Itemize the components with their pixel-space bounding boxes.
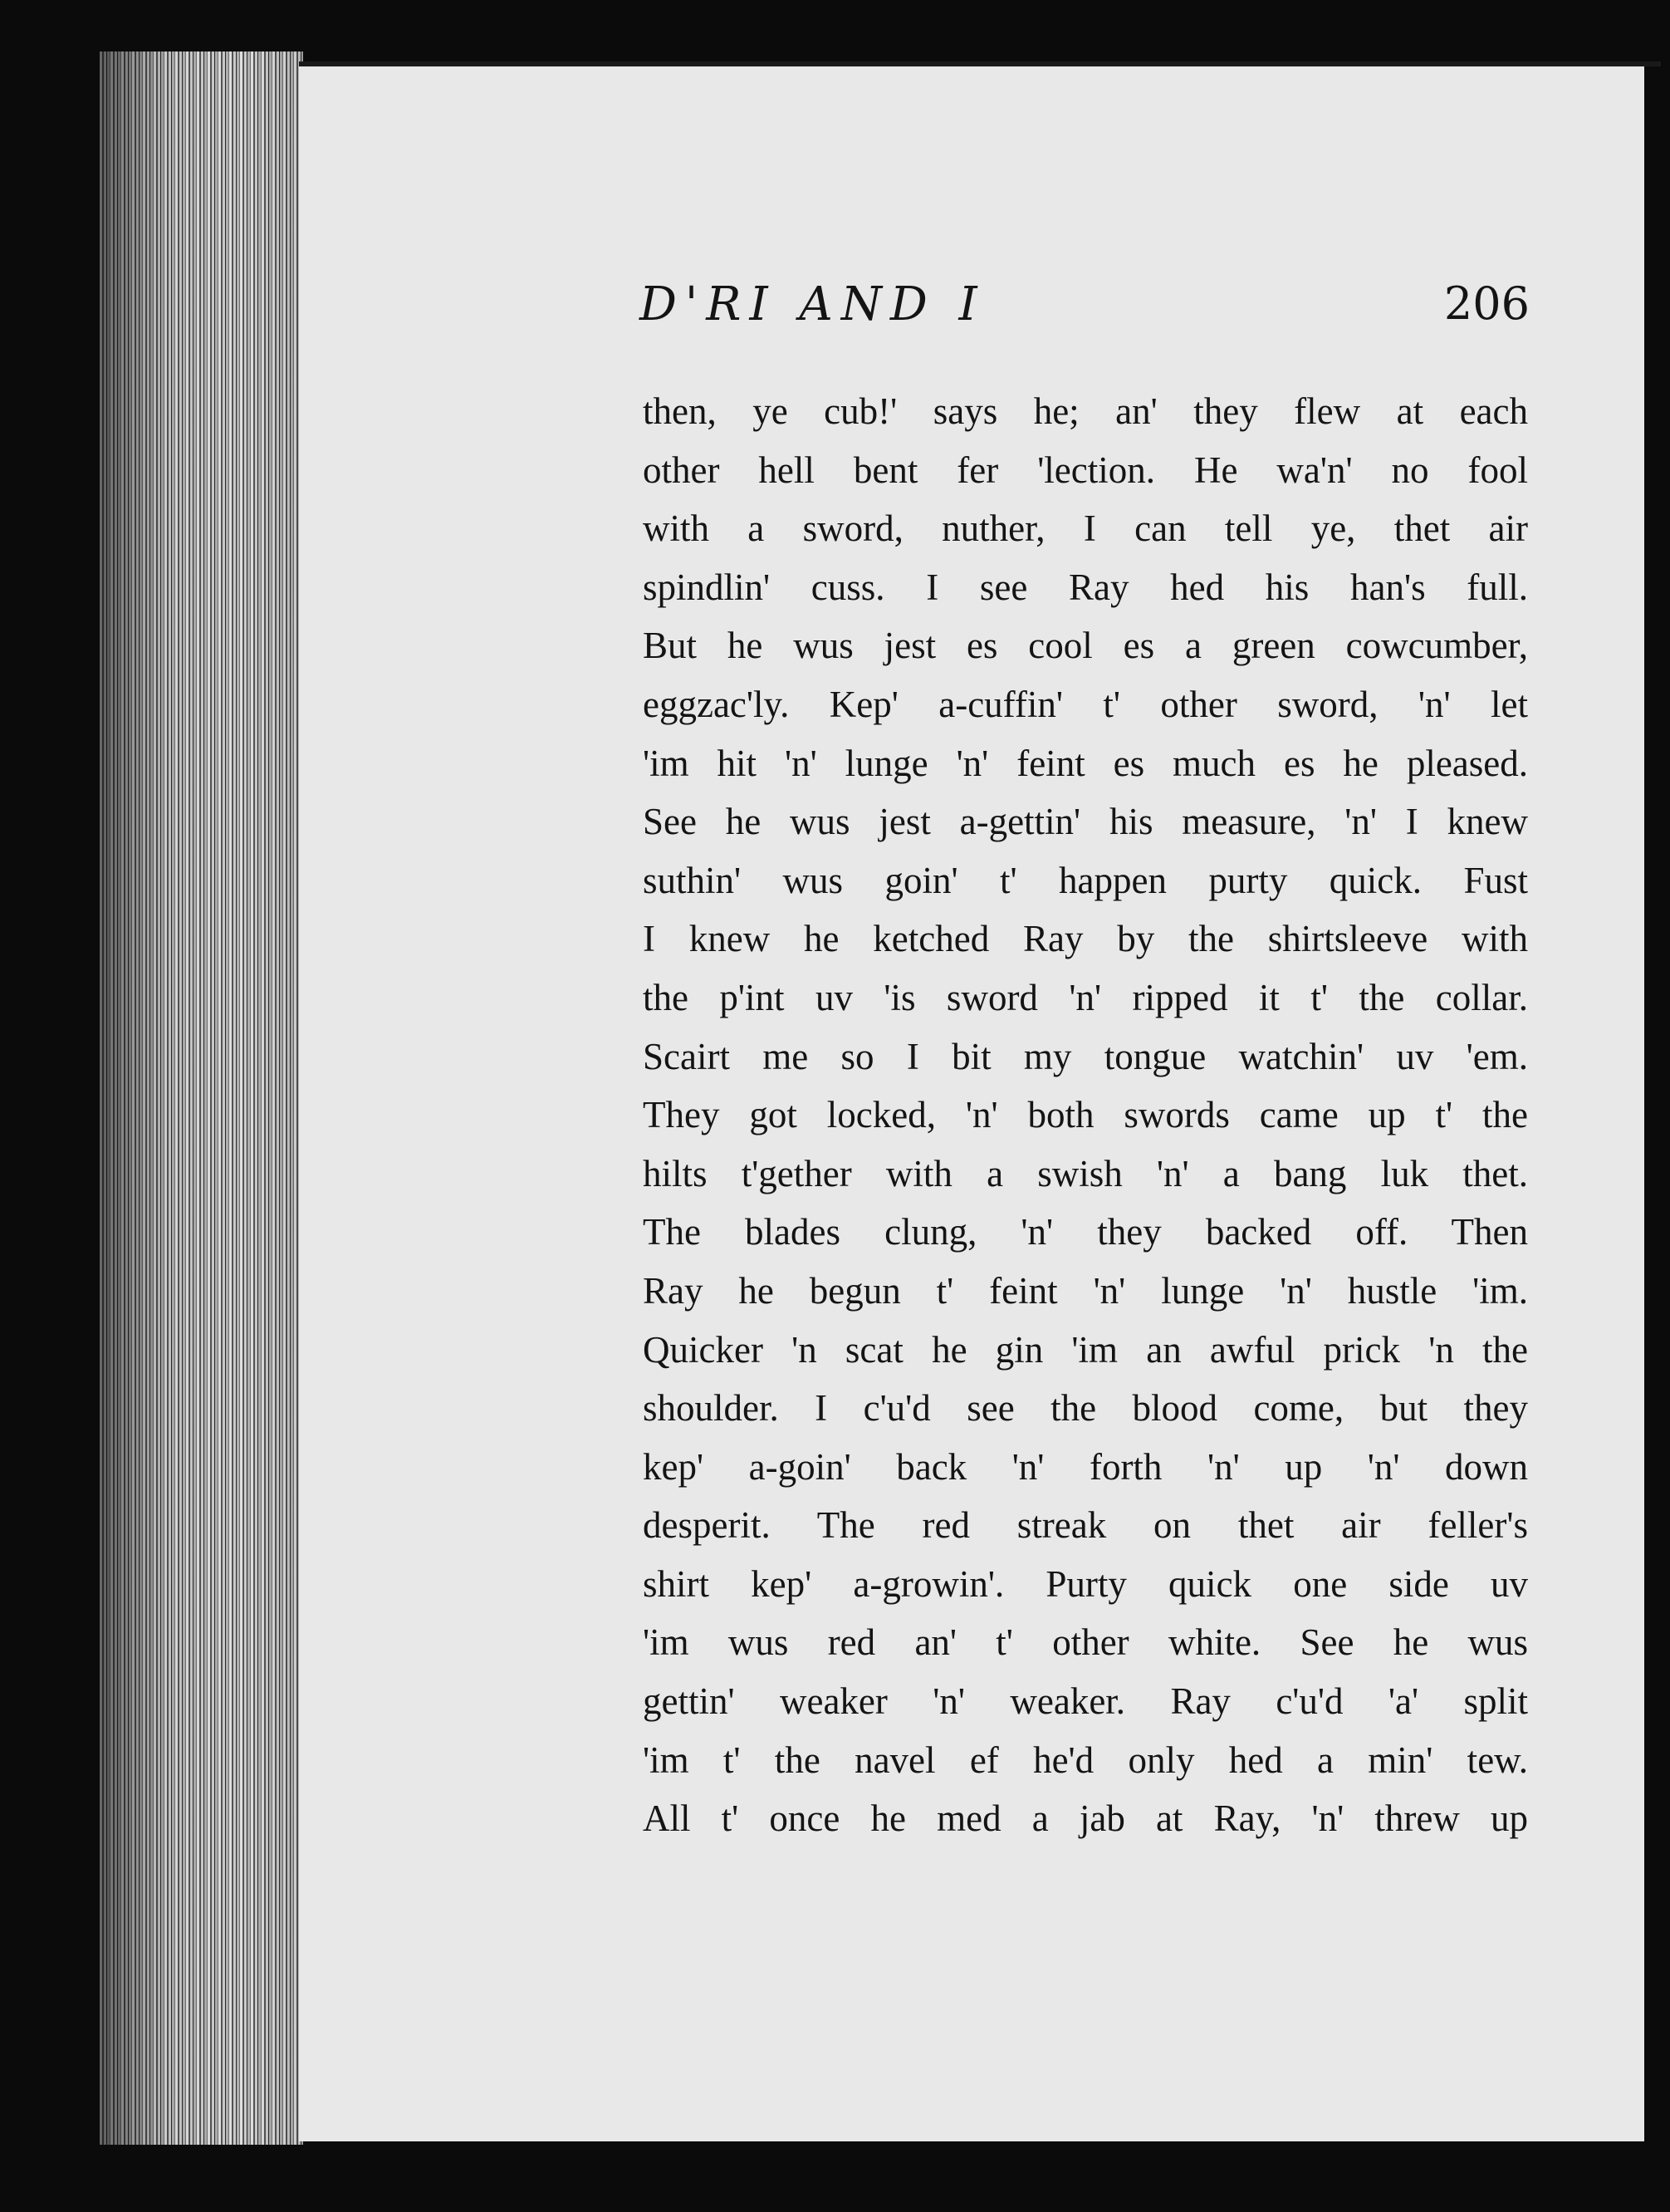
text-line: with a sword, nuther, I can tell ye, thet air [643,508,1528,550]
text-line: Quicker 'n scat he gin 'im an awful prick 'n the [643,1328,1528,1371]
text-line: Scairt me so I bit my tongue watchin' uv 'em. [643,1035,1528,1077]
text-line: shirt kep' a-growin'. Purty quick one side uv [643,1562,1528,1605]
text-line: hilts t'gether with a swish 'n' a bang luk thet. [643,1152,1528,1194]
text-line: gettin' weaker 'n' weaker. Ray c'u'd 'a' split [643,1680,1528,1723]
top-page-border [299,61,1661,66]
page-edge-shadow [100,51,303,2145]
text-line: shoulder. I c'u'd see the blood come, but they [643,1387,1528,1430]
text-line: 'im t' the navel ef he'd only hed a min' tew. [643,1739,1528,1781]
running-title: D'RI AND I [639,277,986,331]
text-line: The blades clung, 'n' they backed off. Then [643,1211,1528,1253]
body-text [643,382,1528,1848]
page-number: 206 [1443,277,1530,330]
text-line: then, ye cub!' says he; an' they flew at each [643,390,1528,432]
text-line: Ray he begun t' feint 'n' lunge 'n' hustle 'im. [643,1269,1528,1312]
text-line: desperit. The red streak on thet air feller's [643,1504,1528,1547]
text-line: They got locked, 'n' both swords came up t' the [643,1094,1528,1136]
text-line: 'im wus red an' t' other white. See he wus [643,1621,1528,1664]
text-line: All t' once he med a jab at Ray, 'n' threw up [643,1798,1528,1840]
text-line: eggzac'ly. Kep' a-cuffin' t' other sword, 'n' let [643,683,1528,725]
text-line: spindlin' cuss. I see Ray hed his han's full. [643,566,1528,608]
running-head [639,277,1530,344]
text-line: kep' a-goin' back 'n' forth 'n' up 'n' down [643,1445,1528,1488]
text-line: the p'int uv 'is sword 'n' ripped it t' the collar. [643,976,1528,1018]
text-line: But he wus jest es cool es a green cowcumber, [643,625,1528,667]
text-line: other hell bent fer 'lection. He wa'n' no fool [643,449,1528,491]
text-line: See he wus jest a-gettin' his measure, 'n' I knew [643,801,1528,843]
text-line: I knew he ketched Ray by the shirtsleeve with [643,918,1528,960]
text-line: suthin' wus goin' t' happen purty quick. Fust [643,859,1528,901]
text-line: 'im hit 'n' lunge 'n' feint es much es he pleased. [643,742,1528,784]
